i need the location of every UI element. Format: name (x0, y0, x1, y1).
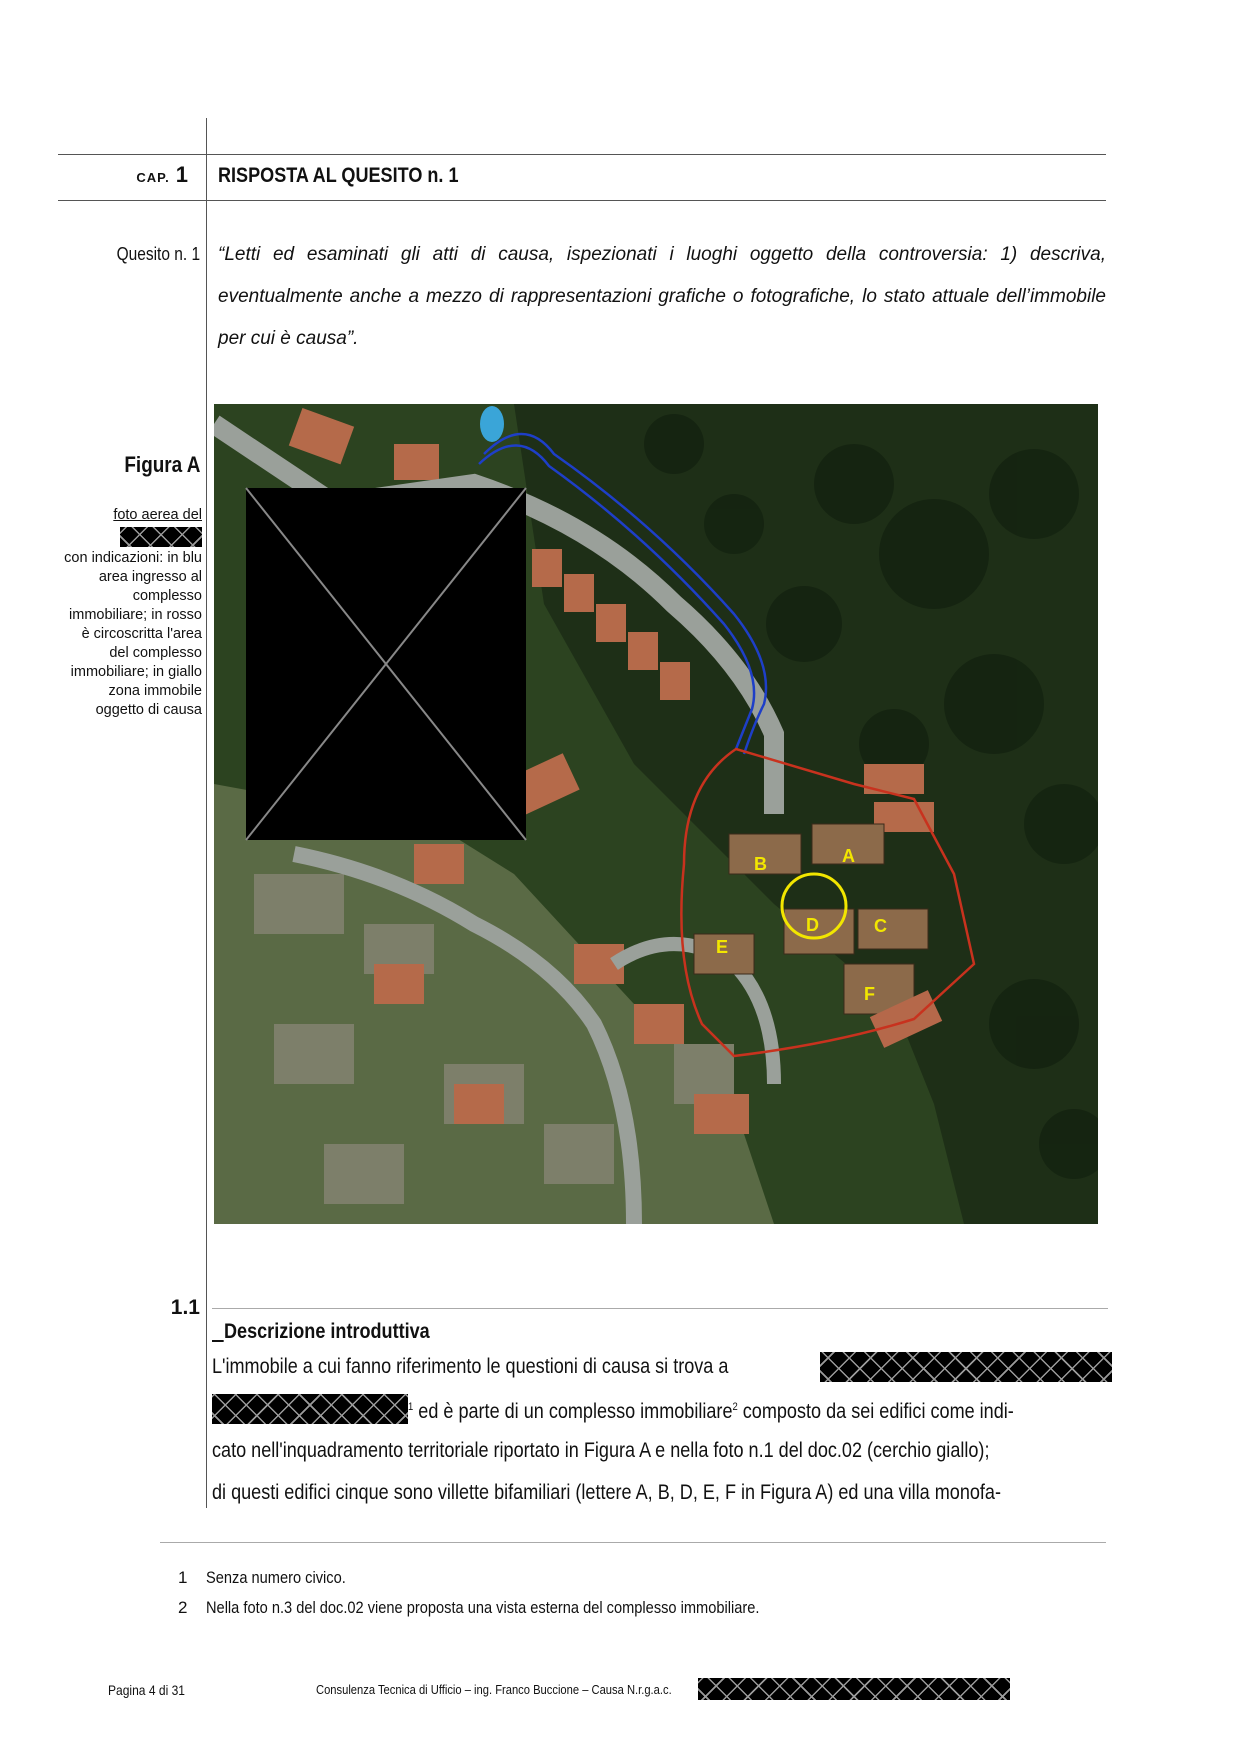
section-line1: L'immobile a cui fanno riferimento le questioni di causa si trova a (212, 1355, 729, 1378)
chapter-rule-top (58, 154, 1106, 155)
chapter-rule-bottom (58, 200, 1106, 201)
chapter-label: CAP. 1 (136, 162, 188, 187)
section-line3: cato nell'inquadramento territoriale riportato in Figura A e nella foto n.1 del doc.02 (cerchio giallo); (212, 1439, 990, 1462)
footer-text: Consulenza Tecnica di Ufficio – ing. Franco Buccione – Causa N.r.g.a.c. (316, 1682, 672, 1697)
building-label-f: F (864, 984, 875, 1004)
footnote-ref-1: 1 (408, 1400, 414, 1413)
building-label-d: D (806, 915, 819, 935)
footnote-2: 2 Nella foto n.3 del doc.02 viene proposta una vista esterna del complesso immobiliare. (178, 1598, 760, 1617)
section-rule (212, 1308, 1108, 1309)
redacted-block (212, 1394, 408, 1424)
quesito-text: “Letti ed esaminati gli atti di causa, ispezionati i luoghi oggetto della controversia: 1) descriva, eventualmente anche a mezzo di rappresentazioni grafiche o fotografiche, lo stato attuale dell’immobile per cui è causa”. (218, 244, 1106, 349)
building-label-c: C (874, 916, 887, 936)
redacted-image-area (246, 488, 526, 840)
building-label-a: A (842, 846, 855, 866)
section-body: L'immobile a cui fanno riferimento le questioni di causa si trova a $^1$ ed è parte di un complesso immobiliare$^2$ composto da sei edifici come indi- cato nell'inquadramento territoriale riportato in Figura A e nella foto n.1 del doc.02 (cerchio giallo); di questi edifici cinque sono villette bifamiliari (lettere A, B, D, E, F in Figura A) ed una villa monofa- (212, 1346, 1112, 1514)
chapter-title: RISPOSTA AL QUESITO n. 1 (218, 164, 459, 187)
section-number: 1.1 (170, 1296, 200, 1319)
section-line4: di questi edifici cinque sono villette bifamiliari (lettere A, B, D, E, F in Figura A) ed una villa monofa- (212, 1481, 1001, 1504)
footnote-1: 1 Senza numero civico. (178, 1568, 346, 1587)
redacted-block (698, 1678, 1010, 1700)
figure-caption-line1: foto aerea del (113, 507, 202, 523)
footnote-rule (160, 1542, 1106, 1543)
figure-caption (64, 506, 202, 720)
quesito-label: Quesito n. 1 (116, 244, 200, 264)
footnote-ref-2: 2 (732, 1400, 738, 1413)
aerial-photo (214, 404, 1098, 1224)
margin-divider (206, 118, 207, 1508)
building-label-b: B (754, 854, 767, 874)
section-title: Descrizione introduttiva (223, 1320, 430, 1343)
redacted-block (120, 527, 202, 547)
redacted-block (820, 1352, 1112, 1382)
page-number: Pagina 4 di 31 (108, 1682, 185, 1698)
figure-title: Figura A (123, 452, 200, 477)
building-label-e: E (716, 937, 729, 957)
figure-caption-rest: con indicazioni: in blu area ingresso al complesso immobiliare; in rosso è circoscritta l'area del complesso immobiliare; in giallo zona immobile oggetto di causa (64, 550, 202, 718)
